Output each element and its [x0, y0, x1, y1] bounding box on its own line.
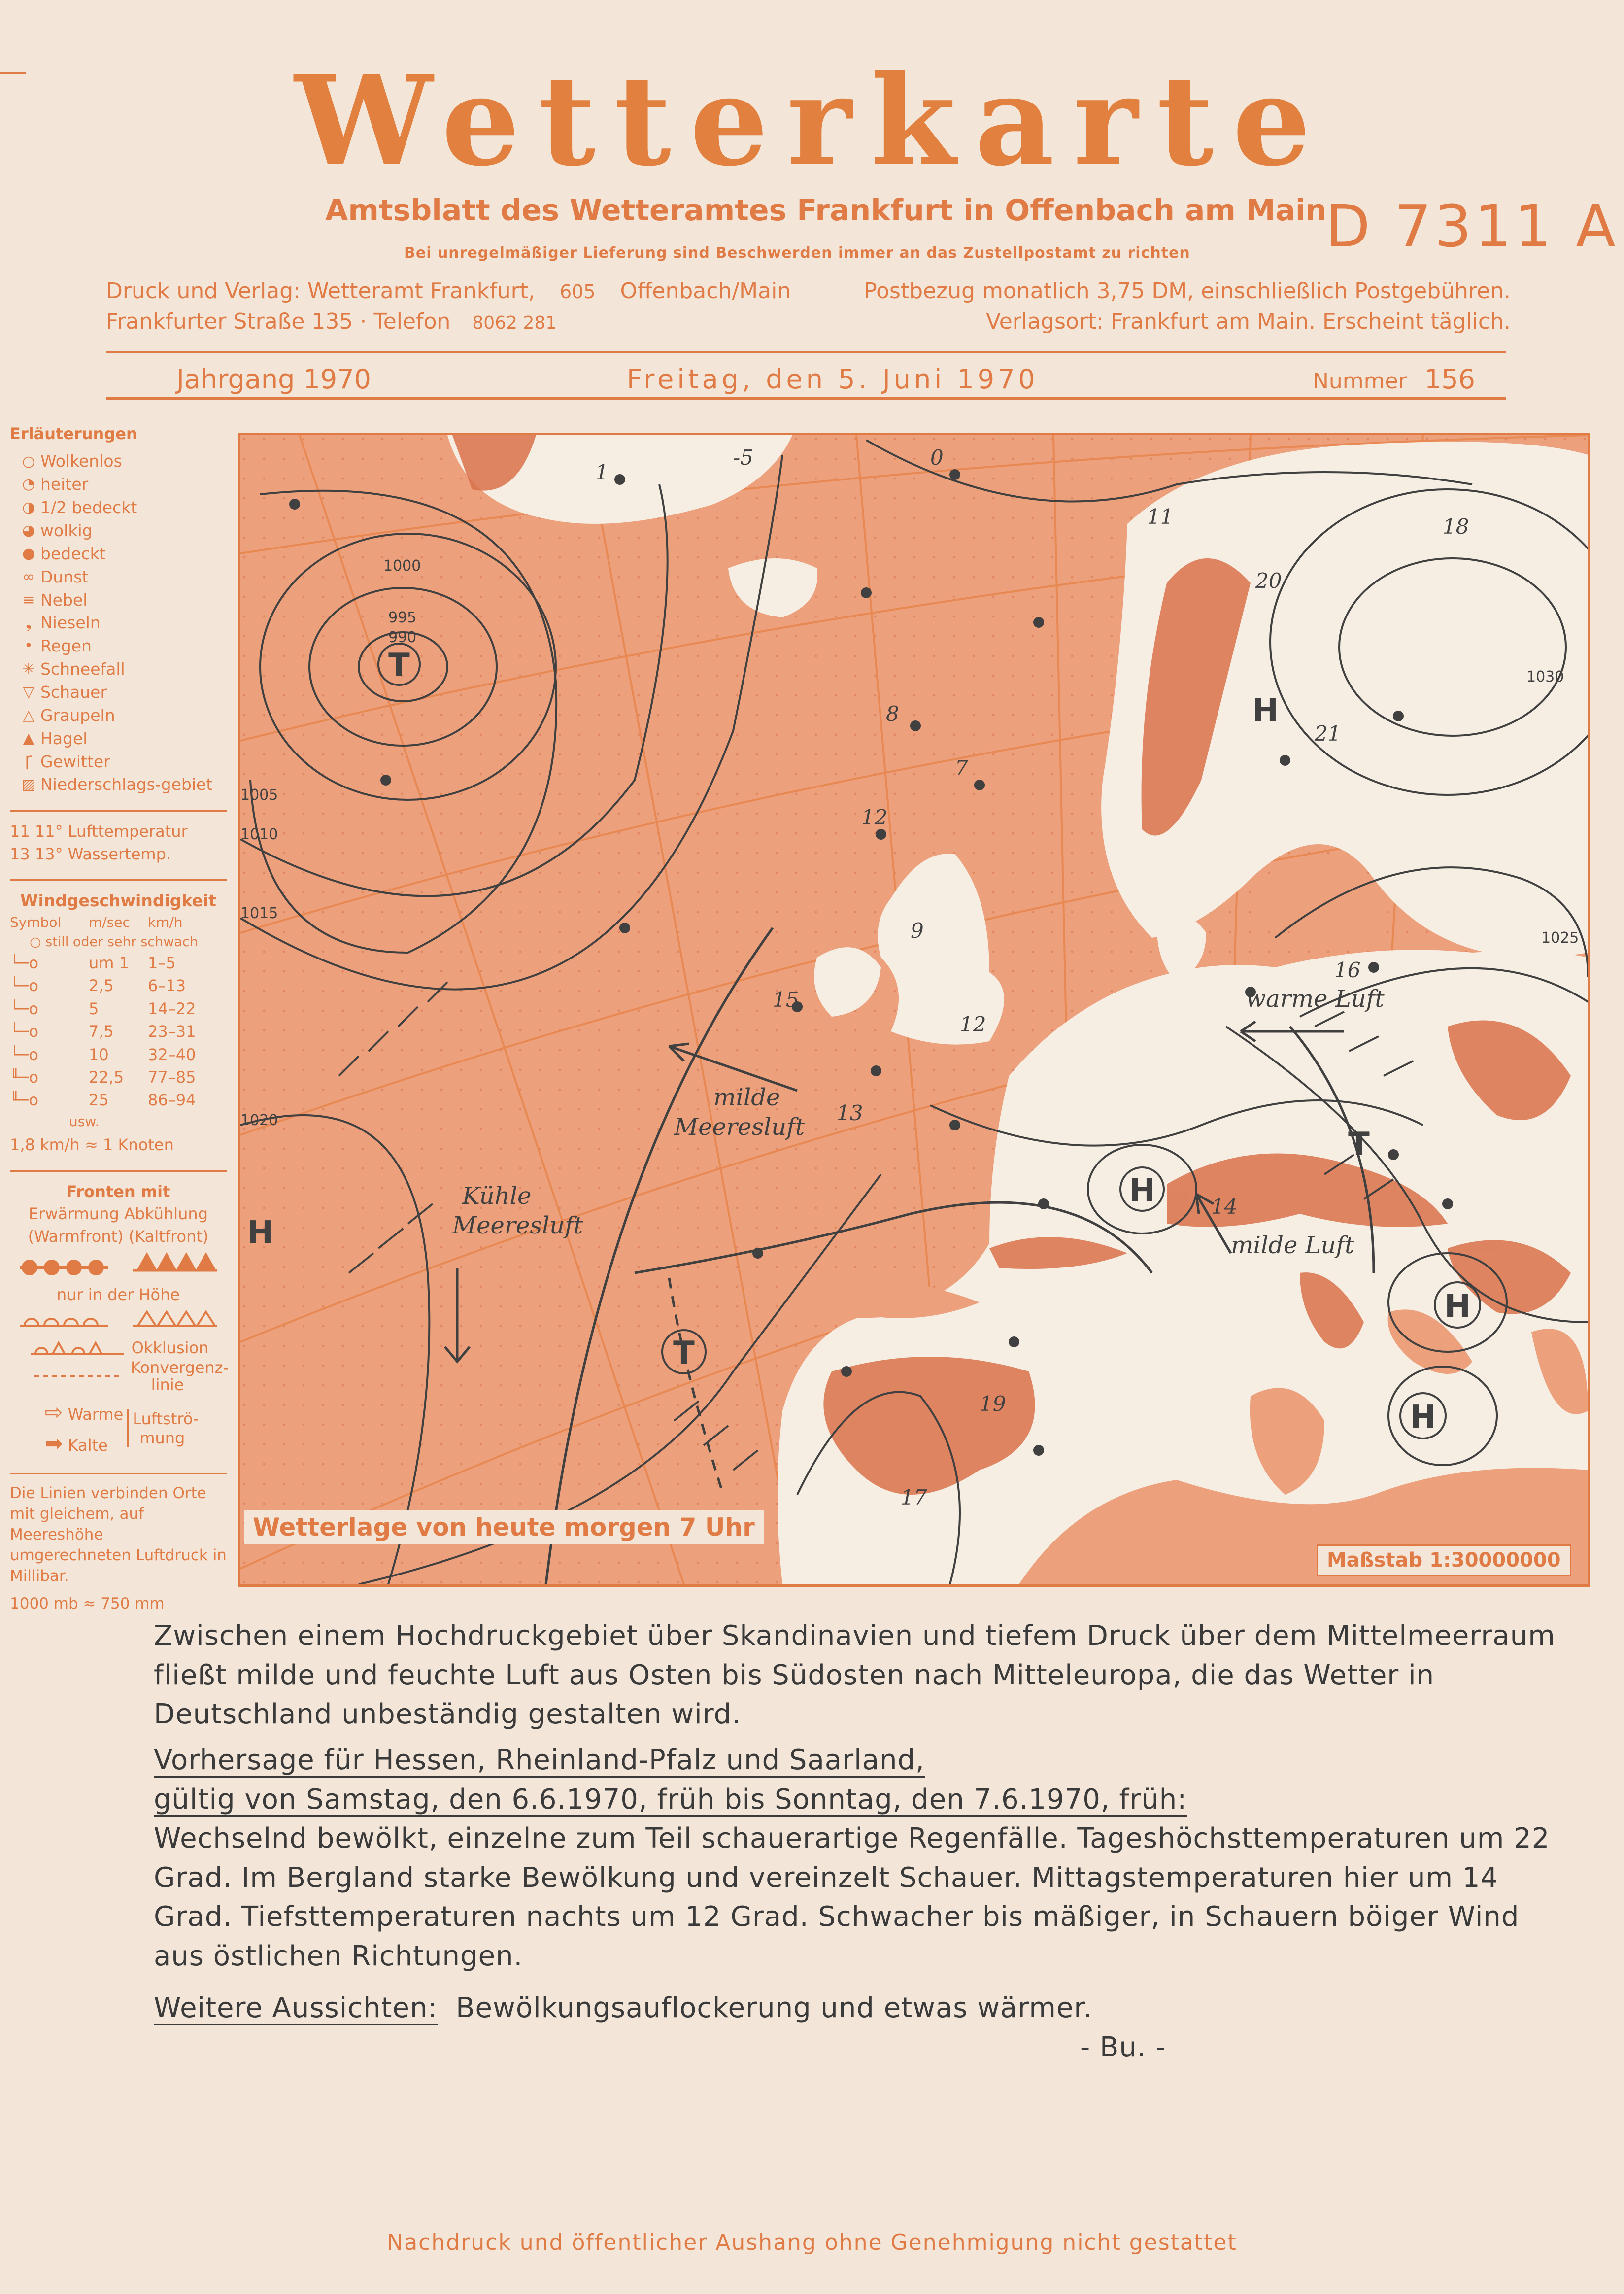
weather-map [238, 433, 1590, 1587]
legend-item [17, 519, 227, 543]
convergence-icon [32, 1371, 126, 1381]
wind-row [10, 1020, 227, 1043]
legend-item [17, 589, 227, 612]
wind-kmh: 1–5 [148, 953, 176, 972]
outlook [154, 1988, 1563, 2028]
temp-9: 15 [773, 988, 799, 1012]
temp-0: 1 [595, 460, 609, 484]
wind-kmh: 23–31 [148, 1022, 196, 1041]
isobar-value-3: 1005 [240, 787, 278, 804]
temp-11: 14 [1211, 1195, 1238, 1219]
legend-fronts [10, 1170, 227, 1459]
occlusion-label: Okklusion [131, 1338, 209, 1357]
legend-title: Erläuterungen [10, 424, 137, 443]
warm-airflow-row [45, 1398, 124, 1428]
temp-2: 0 [930, 445, 944, 470]
legend-label: Schneefall [40, 659, 125, 679]
forecast-title-2 [154, 1780, 1563, 1819]
legend-label: Wolkenlos [40, 451, 122, 471]
fronts-sub2: (Warmfront) (Kaltfront) [28, 1227, 209, 1246]
legend-wind-usw: usw. [69, 1113, 100, 1130]
legend-item [17, 704, 227, 727]
pressure-center-3: H [1252, 692, 1279, 729]
issue-number [1313, 364, 1475, 395]
temp-4: 18 [1443, 514, 1469, 539]
wind-msec: 22,5 [89, 1067, 124, 1087]
forecast-title-1 [154, 1741, 1563, 1780]
isobar-value-0: 995 [388, 609, 417, 626]
legend-wind-still: ○ still oder sehr schwach [30, 934, 198, 950]
legend-symbol-icon: Ꞅ [25, 753, 33, 770]
legend-label: 1/2 bedeckt [40, 498, 137, 517]
forecast-text: Wechselnd bewölkt, einzelne zum Teil schauerartige Regenfälle. Tageshöchsttemperaturen um 22 Grad. Im Bergland starke Bewölkung und vereinzelt Schauer. Mittagstemperaturen hier um 14 Grad. Tiefsttemperaturen nachts um 12 Grad. Schwacher bis mäßiger, in Schauern böiger Wind aus östlichen Richtungen. [154, 1822, 1550, 1972]
masthead-subtitle: Amtsblatt des Wetteramtes Frankfurt in Offenbach am Main [325, 193, 1327, 228]
legend-symbol-icon: ● [22, 545, 35, 562]
wind-barb-icon: └─o [10, 1045, 39, 1064]
signature: - Bu. - [1080, 2031, 1166, 2063]
wind-barb-icon: └─o [10, 999, 39, 1018]
wind-barb-icon: └─o [10, 1022, 39, 1041]
temp-7: 7 [955, 756, 968, 780]
pressure-center-1: H [247, 1215, 273, 1251]
pressure-center-2: T [673, 1335, 695, 1371]
wind-kmh: 86–94 [148, 1091, 196, 1110]
upper-cold-front-icon [133, 1312, 217, 1326]
airflow-arrows [45, 1398, 124, 1459]
wind-barb-icon: └─o [10, 953, 39, 972]
legend-item [17, 658, 227, 681]
publisher-phone: 8062 281 [472, 312, 557, 333]
isobar-value-6: 1020 [240, 1112, 278, 1129]
pressure-center-7: T [1348, 1126, 1370, 1163]
wind-msec: 10 [89, 1045, 109, 1064]
pressure-center-4: H [1129, 1172, 1155, 1209]
fronts-upper: nur in der Höhe [56, 1285, 180, 1304]
header-rule-bottom [106, 397, 1506, 400]
convergence-row [10, 1359, 227, 1394]
fronts-sub: Erwärmung Abkühlung [28, 1204, 208, 1224]
temp-10: 13 [837, 1101, 863, 1125]
wind-msec: 7,5 [89, 1022, 114, 1041]
fronts-title: Fronten mit [66, 1182, 170, 1201]
legend-knot: 1,8 km/h ≈ 1 Knoten [10, 1135, 174, 1155]
temp-3: 11 [1147, 505, 1174, 529]
legend-temperature [10, 810, 227, 865]
cold-arrow-icon: ➡ [44, 1431, 63, 1456]
legend-wind [10, 879, 227, 1157]
wind-msec: 5 [89, 999, 99, 1018]
legend-item [17, 727, 227, 751]
publisher-address: Frankfurter Straße 135 · Telefon [106, 308, 451, 334]
wind-row [10, 952, 227, 974]
legend-symbol-icon: ❟ [26, 614, 32, 632]
isobar-value-1: 990 [388, 629, 417, 646]
masthead-title: Wetterkarte [294, 48, 1330, 193]
wind-row [10, 974, 227, 997]
wind-row [10, 1066, 227, 1089]
wind-barb-icon: └─o [10, 976, 39, 995]
legend-label: wolkig [40, 521, 93, 541]
legend-label: Dunst [40, 567, 89, 586]
isobar-value-5: 1015 [240, 905, 278, 922]
legend-symbol-icon: ∞ [22, 568, 35, 585]
temp-13: 17 [901, 1485, 927, 1509]
wind-row [10, 997, 227, 1020]
front-symbols-surface [15, 1248, 222, 1277]
forecast-title-1-text: Vorhersage für Hessen, Rheinland-Pfalz und Saarland, [154, 1744, 925, 1778]
legend [10, 423, 227, 1614]
legend-item [17, 681, 227, 704]
legend-item [17, 773, 227, 796]
upper-warm-front-icon [20, 1319, 108, 1326]
publisher-city: Offenbach/Main [620, 278, 791, 304]
legend-label: Nieseln [40, 613, 101, 633]
label-warme-luft: warme Luft [1246, 985, 1385, 1013]
temp-1: -5 [733, 445, 753, 470]
publisher-block [106, 276, 791, 337]
legend-symbol-icon: ◕ [22, 522, 35, 540]
outlook-text: Bewölkungsauflockerung und etwas wärmer. [456, 1992, 1093, 2024]
subscription-block [864, 276, 1511, 337]
wind-barb-icon: ╙─o [10, 1067, 39, 1087]
legend-isobar-note [10, 1473, 227, 1614]
legend-wind-title: Windgeschwindigkeit [20, 891, 216, 911]
pressure-center-5: H [1444, 1288, 1471, 1325]
legend-label: heiter [40, 475, 89, 494]
isobar-value-4: 1010 [240, 826, 278, 843]
issue-number-value: 156 [1424, 364, 1475, 395]
warm-airflow-label: Warme [68, 1405, 124, 1424]
wind-barb-icon: ╙─o [10, 1091, 39, 1110]
wind-header-kmh: km/h [148, 914, 183, 931]
legend-item [17, 566, 227, 589]
legend-item [17, 450, 227, 473]
publisher-line-1 [106, 276, 791, 307]
legend-symbol-icon: ▲ [23, 729, 34, 747]
legend-symbol-icon: ▽ [23, 684, 34, 701]
mb-conversion: 1000 mb ≈ 750 mm [10, 1594, 165, 1612]
legend-label: bedeckt [40, 544, 106, 563]
label-meeresluft-1: Meeresluft [674, 1113, 805, 1141]
cold-front-icon [133, 1255, 217, 1270]
label-milde: milde [713, 1084, 780, 1111]
occlusion-row [10, 1337, 227, 1359]
legend-cloud-list [17, 450, 227, 796]
wind-row [10, 1089, 227, 1111]
issue-number-label: Nummer [1313, 369, 1407, 394]
issue-date: Freitag, den 5. Juni 1970 [627, 364, 1039, 395]
legend-item [17, 612, 227, 635]
subscription-line-2: Verlagsort: Frankfurt am Main. Erscheint täglich. [986, 308, 1511, 334]
temp-14: 19 [980, 1392, 1006, 1416]
warm-arrow-icon: ⇨ [44, 1400, 63, 1426]
airflow-row [10, 1398, 227, 1459]
wind-kmh: 14–22 [148, 999, 196, 1018]
label-kuehle: Kühle [462, 1182, 532, 1210]
wind-row [10, 1043, 227, 1066]
header-rule-top [106, 351, 1506, 353]
forecast-section [154, 1741, 1563, 2067]
isobar-note-text: Die Linien verbinden Orte mit gleichem, auf Meereshöhe umgerechneten Luftdruck in Millibar. [10, 1484, 227, 1585]
legend-label: Regen [40, 636, 92, 656]
legend-wind-header [10, 913, 227, 933]
temp-8: 12 [861, 805, 888, 829]
temp-5: 20 [1255, 569, 1282, 593]
wind-header-symbol: Symbol [10, 914, 62, 931]
legend-label: Niederschlags-gebiet [40, 775, 213, 794]
isobar-value-8: 1030 [1526, 668, 1564, 685]
isobar-value-2: 1000 [383, 557, 421, 575]
forecast-title-2-text: gültig von Samstag, den 6.6.1970, früh bis Sonntag, den 7.6.1970, früh: [154, 1783, 1187, 1817]
wind-kmh: 6–13 [148, 976, 186, 995]
legend-item [17, 635, 227, 658]
map-caption: Wetterlage von heute morgen 7 Uhr [244, 1510, 764, 1544]
wind-kmh: 77–85 [148, 1067, 196, 1087]
wind-msec: 25 [89, 1091, 109, 1110]
publisher-line-2 [106, 307, 791, 337]
legend-item [17, 751, 227, 774]
legend-symbol-icon: ○ [22, 452, 35, 470]
legend-item [17, 473, 227, 496]
wind-still-text: still oder sehr schwach [45, 934, 198, 950]
legend-symbol-icon: ✳ [22, 660, 35, 678]
publisher-postcode: 605 [559, 281, 596, 303]
pressure-center-0: T [388, 647, 410, 684]
wind-header-msec: m/sec [89, 914, 130, 931]
weather-map-svg [240, 435, 1588, 1584]
temp-16: 12 [960, 1012, 986, 1036]
complaint-note: Bei unregelmäßiger Lieferung sind Beschwerden immer an das Zustellpostamt zu richten [404, 244, 1190, 262]
jahrgang: Jahrgang 1970 [176, 364, 371, 395]
temp-15: 21 [1315, 721, 1341, 746]
occlusion-icon [28, 1338, 127, 1358]
legend-air-temp: 11 11° Lufttemperatur [10, 822, 188, 841]
airflow-label: Luftströ-mung [127, 1409, 192, 1447]
legend-symbol-icon: △ [23, 707, 34, 724]
map-scale: Maßstab 1:30000000 [1317, 1544, 1571, 1576]
label-milde-luft: milde Luft [1231, 1232, 1354, 1259]
publisher-name: Druck und Verlag: Wetteramt Frankfurt, [106, 278, 535, 304]
temp-6: 8 [886, 702, 899, 726]
legend-symbol-icon: ◔ [22, 476, 35, 493]
wind-kmh: 32–40 [148, 1045, 196, 1064]
legend-label: Schauer [40, 683, 107, 702]
legend-symbol-icon: ◑ [22, 499, 35, 516]
legend-label: Nebel [40, 590, 88, 610]
cold-airflow-label: Kalte [68, 1436, 108, 1455]
footer-note: Nachdruck und öffentlicher Aushang ohne Genehmigung nicht gestattet [387, 2230, 1237, 2255]
label-meeresluft-2: Meeresluft [452, 1212, 583, 1239]
convergence-label: Konvergenz-linie [131, 1358, 229, 1395]
legend-item [17, 496, 227, 519]
pressure-center-6: H [1410, 1399, 1436, 1436]
temp-12: 16 [1334, 958, 1361, 982]
isobar-value-7: 1025 [1541, 929, 1579, 947]
wind-msec: um 1 [89, 953, 129, 972]
cold-airflow-row [45, 1429, 124, 1459]
legend-symbol-icon: ≡ [22, 591, 35, 609]
wind-msec: 2,5 [89, 976, 114, 995]
legend-symbol-icon: • [24, 637, 33, 655]
legend-water-temp: 13 13° Wassertemp. [10, 844, 171, 863]
legend-wind-rows [10, 952, 227, 1112]
legend-label: Gewitter [40, 752, 110, 771]
front-symbols-upper [15, 1306, 222, 1331]
legend-symbol-icon: ▨ [21, 776, 36, 793]
synopsis-paragraph: Zwischen einem Hochdruckgebiet über Skandinavien und tiefem Druck über dem Mittelmeerraum fließt milde und feuchte Luft aus Osten bis Südosten nach Mitteleuropa, die das Wetter in Deutschland unbeständig gestalten wird. [154, 1620, 1556, 1731]
legend-label: Graupeln [40, 705, 115, 725]
outlook-label: Weitere Aussichten: [154, 1992, 438, 2025]
edition-code: D 7311 A [1325, 192, 1619, 260]
legend-item [17, 543, 227, 566]
temp-17: 9 [911, 919, 924, 943]
subscription-line-1: Postbezug monatlich 3,75 DM, einschließlich Postgebühren. [864, 278, 1511, 304]
legend-label: Hagel [40, 728, 88, 748]
